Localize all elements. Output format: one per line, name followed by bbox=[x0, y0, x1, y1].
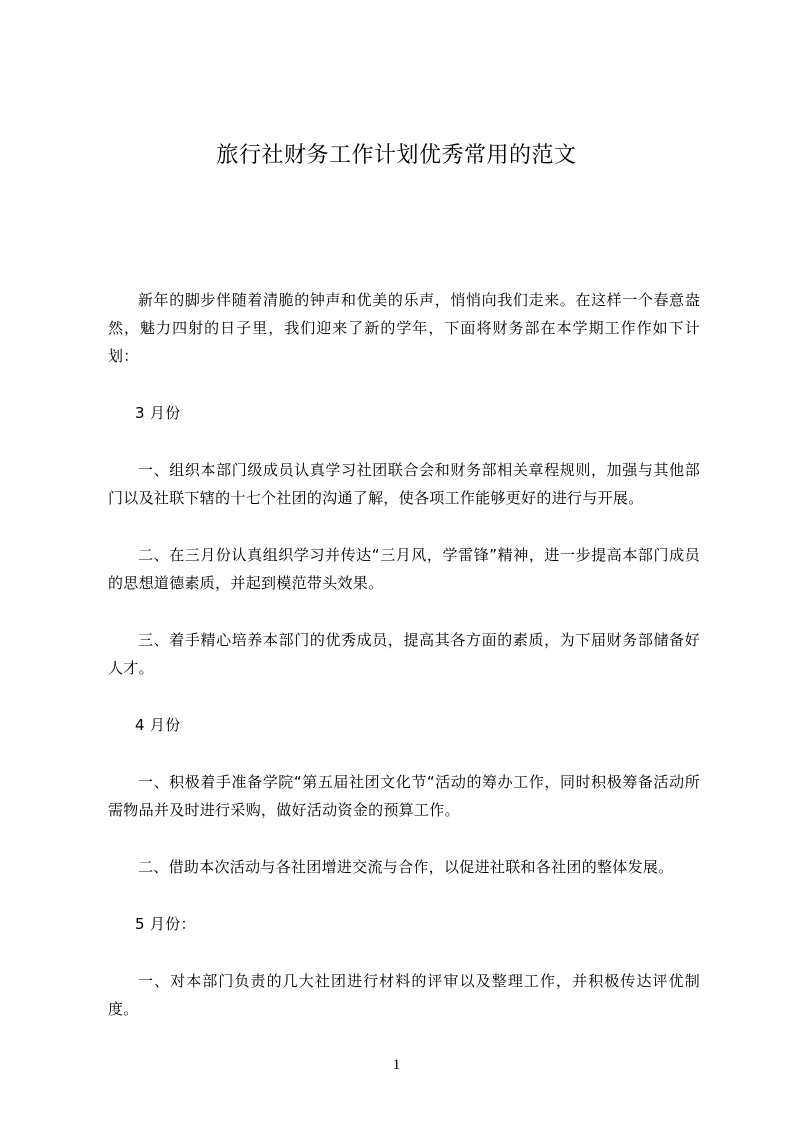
document-body bbox=[108, 286, 700, 1052]
march-item-3: 三、着手精心培养本部门的优秀成员，提高其各方面的素质，为下届财务部储备好人才。 bbox=[108, 631, 700, 677]
month-heading-april: 4 月份 bbox=[135, 716, 181, 734]
month-heading-march: 3 月份 bbox=[135, 404, 181, 422]
intro-paragraph: 新年的脚步伴随着清脆的钟声和优美的乐声，悄悄向我们走来。在这样一个春意盎然，魅力四射的日子里，我们迎来了新的学年，下面将财务部在本学期工作作如下计划： bbox=[108, 291, 700, 365]
may-item-1: 一、对本部门负责的几大社团进行材料的评审以及整理工作，并积极传达评优制度。 bbox=[108, 972, 700, 1018]
april-item-1: 一、积极着手准备学院“第五届社团文化节“活动的筹办工作，同时积极筹备活动所需物品并及时进行采购，做好活动资金的预算工作。 bbox=[108, 773, 700, 819]
document-title: 旅行社财务工作计划优秀常用的范文 bbox=[216, 143, 577, 168]
march-item-2: 二、在三月份认真组织学习并传达“三月风，学雷锋”精神，进一步提高本部门成员的思想道德素质，并起到模范带头效果。 bbox=[108, 546, 700, 592]
page-number: 1 bbox=[392, 1057, 401, 1073]
april-item-2: 二、借助本次活动与各社团增进交流与合作，以促进社联和各社团的整体发展。 bbox=[138, 858, 674, 876]
month-heading-may: 5 月份： bbox=[135, 915, 196, 933]
march-item-1: 一、组织本部门级成员认真学习社团联合会和财务部相关章程规则，加强与其他部门以及社联下辖的十七个社团的沟通了解，使各项工作能够更好的进行与开展。 bbox=[108, 461, 700, 507]
